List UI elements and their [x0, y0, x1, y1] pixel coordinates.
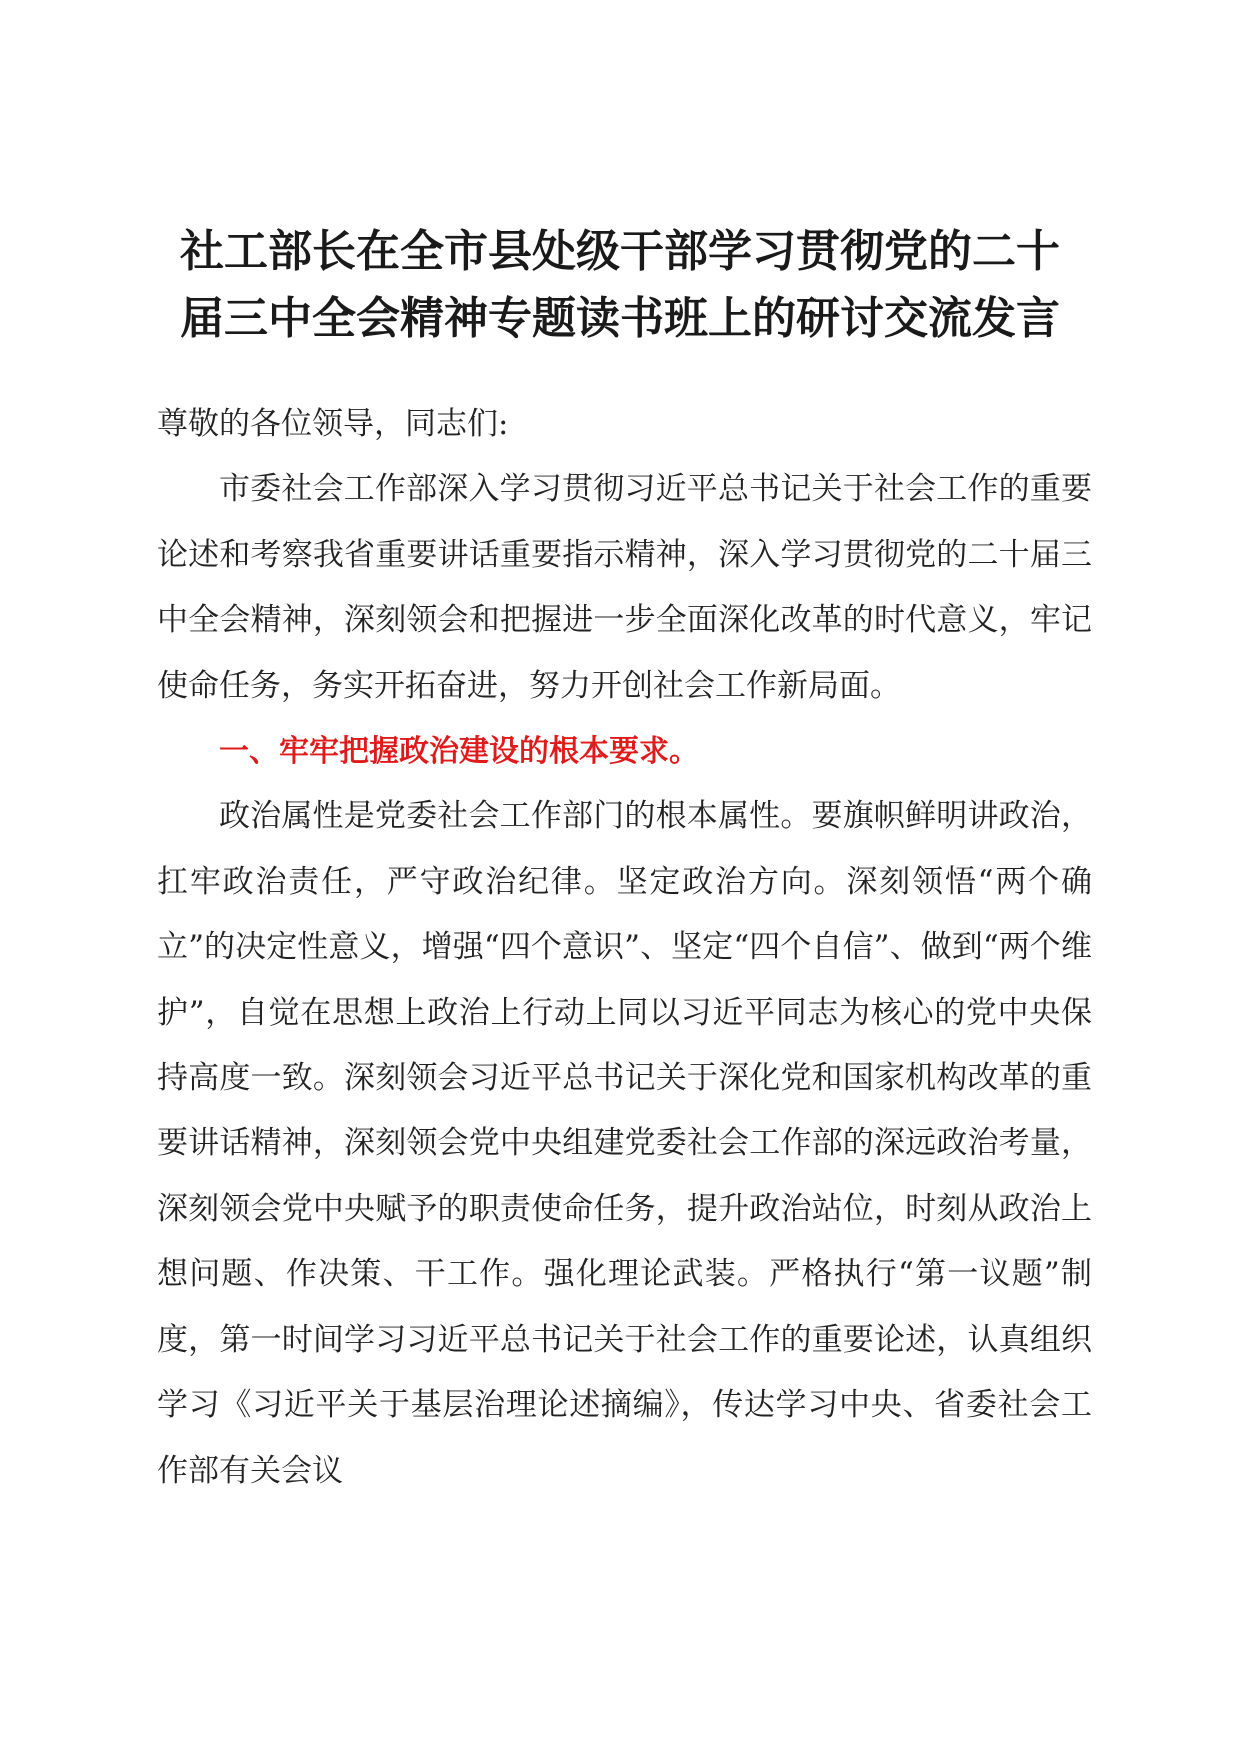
document-title [150, 218, 1090, 352]
document-body [157, 392, 1092, 1504]
title-line-1: 社工部长在全市县处级干部学习贯彻党的二十 [180, 226, 1060, 277]
intro-paragraph: 市委社会工作部深入学习贯彻习近平总书记关于社会工作的重要论述和考察我省重要讲话重要指示精神，深入学习贯彻党的二十届三中全会精神，深刻领会和把握进一步全面深化改革的时代意义，牢记使命任务，务实开拓奋进，努力开创社会工作新局面。 [157, 471, 1092, 704]
section-1-heading: 一、牢牢把握政治建设的根本要求。 [219, 734, 699, 770]
salutation: 尊敬的各位领导，同志们: [157, 406, 509, 442]
title-line-2: 届三中全会精神专题读书班上的研讨交流发言 [180, 293, 1060, 344]
section-1-paragraph: 政治属性是党委社会工作部门的根本属性。要旗帜鲜明讲政治，扛牢政治责任，严守政治纪律。坚定政治方向。深刻领悟“两个确立”的决定性意义，增强“四个意识”、坚定“四个自信”、做到“两个维护”，自觉在思想上政治上行动上同以习近平同志为核心的党中央保持高度一致。深刻领会习近平总书记关于深化党和国家机构改革的重要讲话精神，深刻领会党中央组建党委社会工作部的深远政治考量，深刻领会党中央赋予的职责使命任务，提升政治站位，时刻从政治上想问题、作决策、干工作。强化理论武装。严格执行“第一议题”制度，第一时间学习习近平总书记关于社会工作的重要论述，认真组织学习《习近平关于基层治理论述摘编》，传达学习中央、省委社会工作部有关会议 [157, 798, 1092, 1489]
